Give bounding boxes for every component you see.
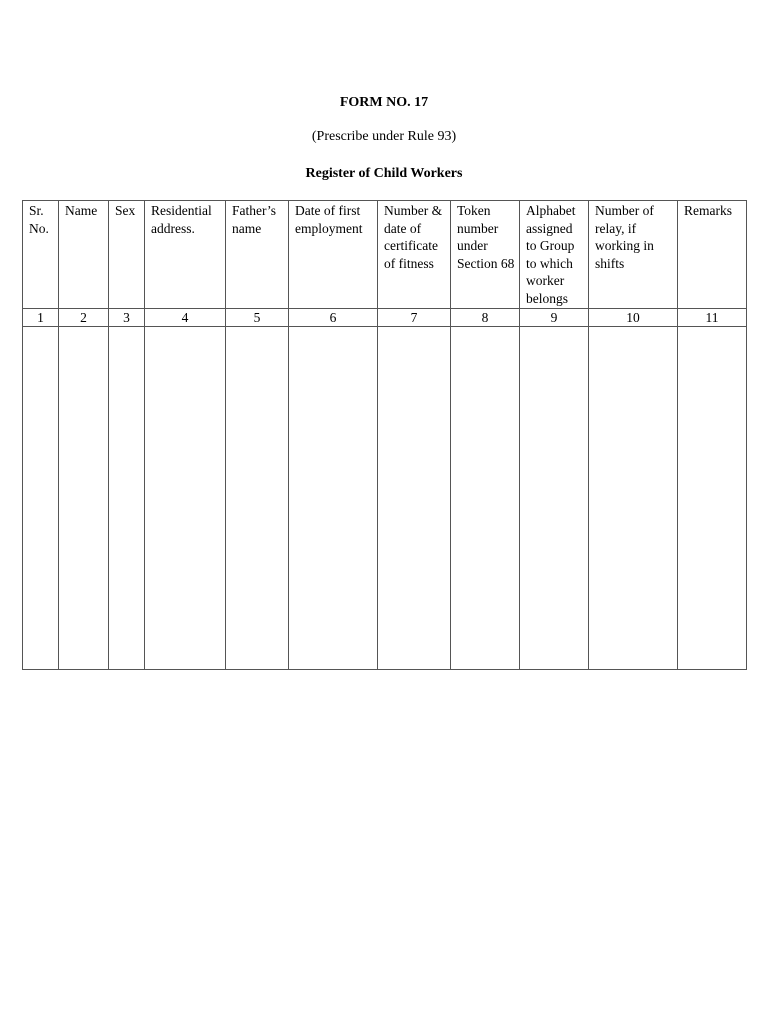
header-date-of-first-employment: Date of first employment [289,201,378,309]
column-number: 5 [226,309,289,327]
blank-entry-cell [23,327,59,670]
blank-entry-cell [451,327,520,670]
header-sr-no: Sr. No. [23,201,59,309]
header-sex: Sex [109,201,145,309]
blank-entry-cell [59,327,109,670]
column-number: 6 [289,309,378,327]
column-number: 4 [145,309,226,327]
column-number: 2 [59,309,109,327]
header-relay-number: Number of relay, if working in shifts [589,201,678,309]
header-row [23,201,747,309]
header-alphabet-group: Alphabet assigned to Group to which worker belongs [520,201,589,309]
blank-entry-cell [145,327,226,670]
column-number: 11 [678,309,747,327]
column-number: 1 [23,309,59,327]
form-number: FORM NO. 17 [339,95,429,110]
header-token-number: Token number under Section 68 [451,201,520,309]
header-residential-address: Residential address. [145,201,226,309]
blank-entry-cell [289,327,378,670]
header-remarks: Remarks [678,201,747,309]
header-certificate-of-fitness: Number & date of certificate of fitness [378,201,451,309]
column-number: 10 [589,309,678,327]
column-number: 9 [520,309,589,327]
blank-entry-cell [226,327,289,670]
column-number: 7 [378,309,451,327]
blank-entry-cell [520,327,589,670]
column-number-row [23,309,747,327]
column-number: 8 [451,309,520,327]
blank-entry-cell [109,327,145,670]
header-name: Name [59,201,109,309]
blank-entry-cell [589,327,678,670]
rule-reference: (Prescribe under Rule 93) [311,129,457,144]
child-workers-register-table [22,200,747,670]
column-number: 3 [109,309,145,327]
register-title: Register of Child Workers [305,166,463,181]
blank-entry-row [23,327,747,670]
blank-entry-cell [678,327,747,670]
blank-entry-cell [378,327,451,670]
header-fathers-name: Father’s name [226,201,289,309]
